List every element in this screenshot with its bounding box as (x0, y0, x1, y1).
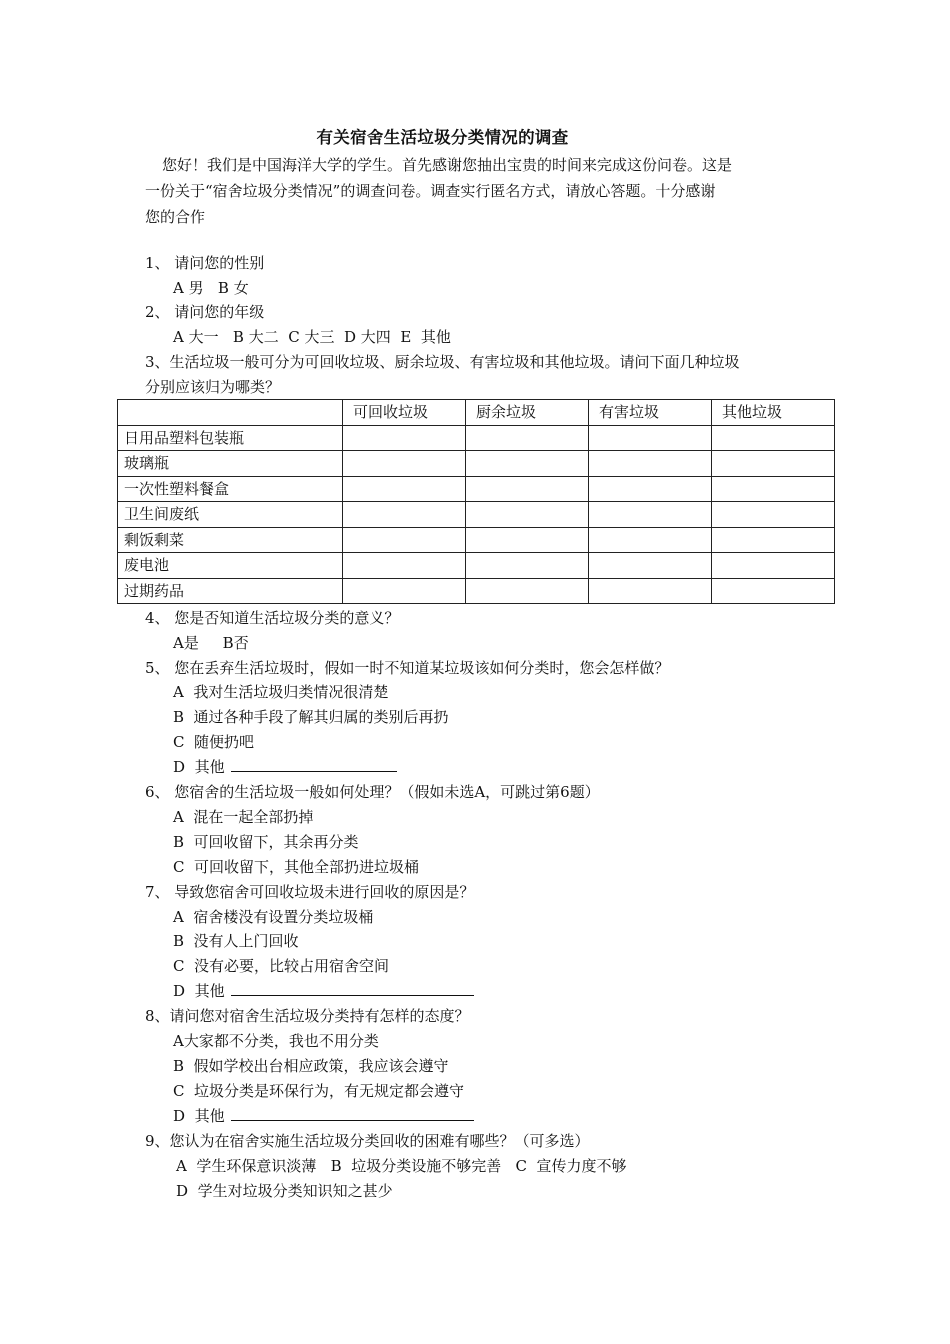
answer-cell[interactable] (343, 451, 466, 477)
question-6-option-b[interactable]: B 可回收留下，其余再分类 (173, 833, 359, 851)
intro-line: 一份关于“宿舍垃圾分类情况”的调查问卷。调查实行匿名方式，请放心答题。十分感谢 (145, 182, 716, 200)
table-header-cell: 厨余垃圾 (466, 400, 589, 426)
answer-cell[interactable] (466, 451, 589, 477)
answer-cell[interactable] (343, 553, 466, 579)
answer-cell[interactable] (343, 502, 466, 528)
question-5-option-b[interactable]: B 通过各种手段了解其归属的类别后再扔 (173, 708, 449, 726)
table-row-label: 剩饭剩菜 (118, 527, 343, 553)
option-label: D 其他 (173, 982, 225, 1000)
table-row-label: 玻璃瓶 (118, 451, 343, 477)
question-7-option-d[interactable] (173, 981, 474, 1001)
intro-paragraph (145, 152, 810, 230)
answer-cell[interactable] (712, 527, 835, 553)
table-row-label: 日用品塑料包装瓶 (118, 425, 343, 451)
question-8: 8、请问您对宿舍生活垃圾分类持有怎样的态度？ (145, 1007, 470, 1025)
answer-cell[interactable] (712, 451, 835, 477)
table-row-label: 废电池 (118, 553, 343, 579)
question-9: 9、您认为在宿舍实施生活垃圾分类回收的困难有哪些？（可多选） (145, 1132, 590, 1150)
option-label: D 其他 (173, 1107, 225, 1125)
fill-in-blank[interactable] (231, 757, 397, 772)
answer-cell[interactable] (466, 553, 589, 579)
garbage-classification-table (117, 399, 835, 604)
answer-cell[interactable] (343, 578, 466, 604)
answer-cell[interactable] (466, 425, 589, 451)
answer-cell[interactable] (589, 527, 712, 553)
question-7-option-a[interactable]: A 宿舍楼没有设置分类垃圾桶 (173, 908, 374, 926)
question-2-options[interactable]: A 大一 B 大二 C 大三 D 大四 E 其他 (173, 328, 451, 346)
table-header-cell (118, 400, 343, 426)
question-5-option-c[interactable]: C 随便扔吧 (173, 733, 255, 751)
answer-cell[interactable] (343, 476, 466, 502)
table-row (118, 553, 835, 579)
question-8-option-a[interactable]: A大家都不分类，我也不用分类 (173, 1032, 379, 1050)
answer-cell[interactable] (589, 476, 712, 502)
table-row (118, 425, 835, 451)
table-row-label: 一次性塑料餐盒 (118, 476, 343, 502)
question-4: 4、 您是否知道生活垃圾分类的意义？ (145, 609, 400, 627)
fill-in-blank[interactable] (231, 1106, 474, 1121)
intro-line: 您好！我们是中国海洋大学的学生。首先感谢您抽出宝贵的时间来完成这份问卷。这是 (162, 156, 733, 174)
answer-cell[interactable] (466, 502, 589, 528)
answer-cell[interactable] (712, 502, 835, 528)
table-header-cell: 有害垃圾 (589, 400, 712, 426)
answer-cell[interactable] (712, 476, 835, 502)
answer-cell[interactable] (589, 502, 712, 528)
question-7-option-b[interactable]: B 没有人上门回收 (173, 932, 299, 950)
question-8-option-d[interactable] (173, 1106, 474, 1126)
question-3: 3、生活垃圾一般可分为可回收垃圾、厨余垃圾、有害垃圾和其他垃圾。请问下面几种垃圾 (145, 353, 740, 371)
table-row (118, 476, 835, 502)
answer-cell[interactable] (589, 553, 712, 579)
intro-line: 您的合作 (145, 208, 206, 226)
table-header-row (118, 400, 835, 426)
question-6-option-a[interactable]: A 混在一起全部扔掉 (173, 808, 314, 826)
table-row-label: 卫生间废纸 (118, 502, 343, 528)
question-4-options[interactable]: A是 B否 (173, 634, 249, 652)
table-row (118, 451, 835, 477)
answer-cell[interactable] (589, 451, 712, 477)
table-row-label: 过期药品 (118, 578, 343, 604)
option-label: D 其他 (173, 758, 225, 776)
table-header-cell: 其他垃圾 (712, 400, 835, 426)
question-9-options-line-1[interactable]: A 学生环保意识淡薄 B 垃圾分类设施不够完善 C 宣传力度不够 (176, 1157, 627, 1175)
question-2: 2、 请问您的年级 (145, 303, 265, 321)
question-8-option-b[interactable]: B 假如学校出台相应政策，我应该会遵守 (173, 1057, 449, 1075)
question-6-option-c[interactable]: C 可回收留下，其他全部扔进垃圾桶 (173, 858, 420, 876)
table-row (118, 527, 835, 553)
answer-cell[interactable] (466, 578, 589, 604)
question-9-options-line-2[interactable]: D 学生对垃圾分类知识知之甚少 (176, 1182, 393, 1200)
table-header-cell: 可回收垃圾 (343, 400, 466, 426)
question-7-option-c[interactable]: C 没有必要，比较占用宿舍空间 (173, 957, 390, 975)
table-row (118, 578, 835, 604)
table-row (118, 502, 835, 528)
answer-cell[interactable] (466, 476, 589, 502)
answer-cell[interactable] (343, 425, 466, 451)
answer-cell[interactable] (343, 527, 466, 553)
question-5: 5、 您在丢弃生活垃圾时，假如一时不知道某垃圾该如何分类时，您会怎样做？ (145, 659, 670, 677)
answer-cell[interactable] (589, 425, 712, 451)
question-1: 1、 请问您的性别 (145, 254, 265, 272)
fill-in-blank[interactable] (231, 981, 474, 996)
question-3-continued: 分别应该归为哪类？ (145, 378, 281, 396)
answer-cell[interactable] (589, 578, 712, 604)
question-8-option-c[interactable]: C 垃圾分类是环保行为，有无规定都会遵守 (173, 1082, 465, 1100)
question-5-option-a[interactable]: A 我对生活垃圾归类情况很清楚 (173, 683, 389, 701)
answer-cell[interactable] (712, 578, 835, 604)
question-1-options[interactable]: A 男 B 女 (173, 279, 249, 297)
answer-cell[interactable] (712, 553, 835, 579)
question-7: 7、 导致您宿舍可回收垃圾未进行回收的原因是？ (145, 883, 475, 901)
question-5-option-d[interactable] (173, 757, 397, 777)
page-title: 有关宿舍生活垃圾分类情况的调查 (316, 128, 569, 147)
question-6: 6、 您宿舍的生活垃圾一般如何处理？（假如未选A，可跳过第6题） (145, 783, 600, 801)
answer-cell[interactable] (466, 527, 589, 553)
answer-cell[interactable] (712, 425, 835, 451)
